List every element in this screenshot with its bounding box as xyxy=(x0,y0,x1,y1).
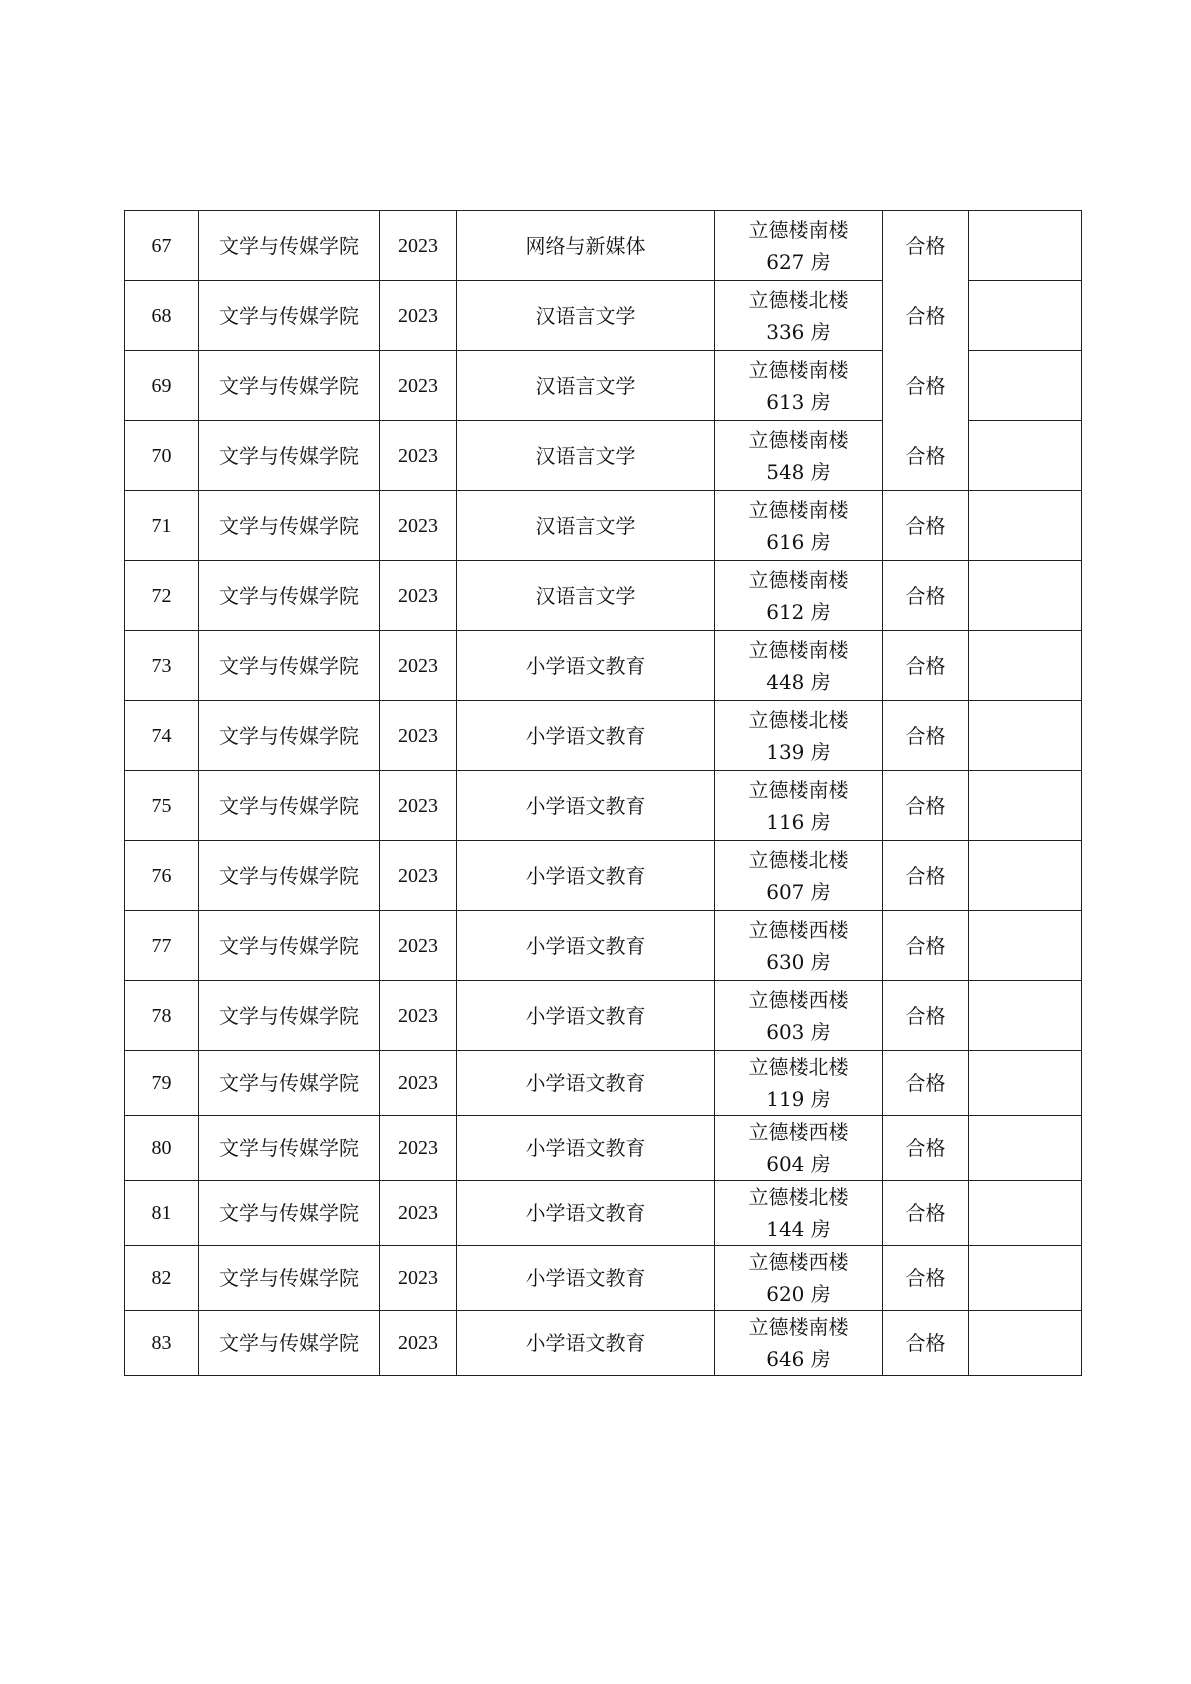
building-name: 立德楼南楼 xyxy=(748,1315,849,1339)
row-number-cell: 83 xyxy=(125,1311,199,1376)
remark-cell xyxy=(969,911,1082,981)
major-cell: 小学语文教育 xyxy=(457,841,715,911)
table-row xyxy=(125,841,1082,911)
major-cell: 小学语文教育 xyxy=(457,1311,715,1376)
building-name: 立德楼北楼 xyxy=(748,847,849,872)
table-row xyxy=(125,771,1082,841)
year-cell: 2023 xyxy=(380,491,457,561)
row-number-cell: 73 xyxy=(125,631,199,701)
row-number-cell: 75 xyxy=(125,771,199,841)
dorm-room-cell xyxy=(715,631,883,701)
room-number: 604 房 xyxy=(766,1152,831,1176)
result-cell: 合格 xyxy=(883,841,969,911)
result-cell: 合格 xyxy=(883,701,969,771)
result-cell: 合格 xyxy=(883,491,969,561)
result-cell: 合格 xyxy=(883,771,969,841)
result-cell: 合格 xyxy=(883,421,969,491)
dorm-inspection-table xyxy=(124,210,1082,1376)
remark-cell xyxy=(969,1051,1082,1116)
room-number: 448 房 xyxy=(766,669,831,694)
table-row xyxy=(125,911,1082,981)
dorm-room-cell xyxy=(715,211,883,281)
table-body xyxy=(125,211,1082,1376)
table-row xyxy=(125,1311,1082,1376)
result-cell: 合格 xyxy=(883,281,969,351)
table-row xyxy=(125,1051,1082,1116)
college-cell: 文学与传媒学院 xyxy=(199,981,380,1051)
year-cell: 2023 xyxy=(380,701,457,771)
major-cell: 小学语文教育 xyxy=(457,771,715,841)
year-cell: 2023 xyxy=(380,421,457,491)
major-cell: 小学语文教育 xyxy=(457,1181,715,1246)
row-number-cell: 76 xyxy=(125,841,199,911)
college-cell: 文学与传媒学院 xyxy=(199,701,380,771)
college-cell: 文学与传媒学院 xyxy=(199,561,380,631)
major-cell: 小学语文教育 xyxy=(457,701,715,771)
row-number-cell: 67 xyxy=(125,211,199,281)
major-cell: 汉语言文学 xyxy=(457,491,715,561)
year-cell: 2023 xyxy=(380,281,457,351)
building-name: 立德楼南楼 xyxy=(748,777,849,802)
building-name: 立德楼西楼 xyxy=(748,987,849,1012)
remark-cell xyxy=(969,1181,1082,1246)
table-row xyxy=(125,281,1082,351)
year-cell: 2023 xyxy=(380,631,457,701)
dorm-room-cell xyxy=(715,771,883,841)
dorm-room-cell xyxy=(715,1246,883,1311)
dorm-room-cell xyxy=(715,841,883,911)
result-cell: 合格 xyxy=(883,211,969,281)
college-cell: 文学与传媒学院 xyxy=(199,281,380,351)
major-cell: 小学语文教育 xyxy=(457,631,715,701)
college-cell: 文学与传媒学院 xyxy=(199,1116,380,1181)
row-number-cell: 79 xyxy=(125,1051,199,1116)
room-number: 336 房 xyxy=(766,319,831,344)
major-cell: 小学语文教育 xyxy=(457,1116,715,1181)
dorm-room-cell xyxy=(715,911,883,981)
room-number: 116 房 xyxy=(766,809,831,834)
year-cell: 2023 xyxy=(380,1246,457,1311)
year-cell: 2023 xyxy=(380,211,457,281)
row-number-cell: 68 xyxy=(125,281,199,351)
building-name: 立德楼北楼 xyxy=(748,1185,849,1209)
result-cell: 合格 xyxy=(883,1051,969,1116)
result-cell: 合格 xyxy=(883,1246,969,1311)
remark-cell xyxy=(969,421,1082,491)
table-row xyxy=(125,561,1082,631)
table-row xyxy=(125,491,1082,561)
building-name: 立德楼西楼 xyxy=(748,1250,849,1274)
room-number: 139 房 xyxy=(766,739,831,764)
table-row xyxy=(125,701,1082,771)
room-number: 144 房 xyxy=(766,1217,831,1241)
major-cell: 小学语文教育 xyxy=(457,911,715,981)
row-number-cell: 72 xyxy=(125,561,199,631)
table-row xyxy=(125,1116,1082,1181)
result-cell: 合格 xyxy=(883,561,969,631)
result-cell: 合格 xyxy=(883,911,969,981)
year-cell: 2023 xyxy=(380,911,457,981)
row-number-cell: 74 xyxy=(125,701,199,771)
building-name: 立德楼南楼 xyxy=(748,217,849,242)
table-row xyxy=(125,981,1082,1051)
dorm-room-cell xyxy=(715,421,883,491)
building-name: 立德楼北楼 xyxy=(748,1055,849,1079)
remark-cell xyxy=(969,771,1082,841)
building-name: 立德楼南楼 xyxy=(748,637,849,662)
college-cell: 文学与传媒学院 xyxy=(199,841,380,911)
remark-cell xyxy=(969,1311,1082,1376)
college-cell: 文学与传媒学院 xyxy=(199,421,380,491)
row-number-cell: 70 xyxy=(125,421,199,491)
dorm-room-cell xyxy=(715,1051,883,1116)
room-number: 548 房 xyxy=(766,459,831,484)
row-number-cell: 71 xyxy=(125,491,199,561)
remark-cell xyxy=(969,211,1082,281)
remark-cell xyxy=(969,1116,1082,1181)
year-cell: 2023 xyxy=(380,1311,457,1376)
remark-cell xyxy=(969,701,1082,771)
room-number: 630 房 xyxy=(766,949,831,974)
college-cell: 文学与传媒学院 xyxy=(199,351,380,421)
year-cell: 2023 xyxy=(380,561,457,631)
result-cell: 合格 xyxy=(883,981,969,1051)
dorm-room-cell xyxy=(715,491,883,561)
room-number: 620 房 xyxy=(766,1282,831,1306)
major-cell: 汉语言文学 xyxy=(457,561,715,631)
dorm-room-cell xyxy=(715,1181,883,1246)
row-number-cell: 69 xyxy=(125,351,199,421)
table-row xyxy=(125,351,1082,421)
table-row xyxy=(125,211,1082,281)
college-cell: 文学与传媒学院 xyxy=(199,911,380,981)
remark-cell xyxy=(969,981,1082,1051)
remark-cell xyxy=(969,351,1082,421)
remark-cell xyxy=(969,631,1082,701)
building-name: 立德楼南楼 xyxy=(748,497,849,522)
major-cell: 小学语文教育 xyxy=(457,1246,715,1311)
college-cell: 文学与传媒学院 xyxy=(199,631,380,701)
major-cell: 小学语文教育 xyxy=(457,1051,715,1116)
building-name: 立德楼西楼 xyxy=(748,1120,849,1144)
row-number-cell: 82 xyxy=(125,1246,199,1311)
college-cell: 文学与传媒学院 xyxy=(199,1181,380,1246)
major-cell: 小学语文教育 xyxy=(457,981,715,1051)
remark-cell xyxy=(969,491,1082,561)
building-name: 立德楼南楼 xyxy=(748,567,849,592)
dorm-room-cell xyxy=(715,1311,883,1376)
year-cell: 2023 xyxy=(380,841,457,911)
college-cell: 文学与传媒学院 xyxy=(199,211,380,281)
building-name: 立德楼北楼 xyxy=(748,287,849,312)
major-cell: 网络与新媒体 xyxy=(457,211,715,281)
college-cell: 文学与传媒学院 xyxy=(199,771,380,841)
college-cell: 文学与传媒学院 xyxy=(199,1246,380,1311)
major-cell: 汉语言文学 xyxy=(457,281,715,351)
year-cell: 2023 xyxy=(380,351,457,421)
result-cell: 合格 xyxy=(883,631,969,701)
table-row xyxy=(125,631,1082,701)
college-cell: 文学与传媒学院 xyxy=(199,491,380,561)
major-cell: 汉语言文学 xyxy=(457,351,715,421)
year-cell: 2023 xyxy=(380,771,457,841)
building-name: 立德楼南楼 xyxy=(748,427,849,452)
remark-cell xyxy=(969,281,1082,351)
room-number: 607 房 xyxy=(766,879,831,904)
row-number-cell: 81 xyxy=(125,1181,199,1246)
room-number: 603 房 xyxy=(766,1019,831,1044)
result-cell: 合格 xyxy=(883,1116,969,1181)
row-number-cell: 78 xyxy=(125,981,199,1051)
room-number: 613 房 xyxy=(766,389,831,414)
table-row xyxy=(125,1181,1082,1246)
room-number: 612 房 xyxy=(766,599,831,624)
year-cell: 2023 xyxy=(380,1116,457,1181)
remark-cell xyxy=(969,561,1082,631)
room-number: 646 房 xyxy=(766,1347,831,1371)
dorm-room-cell xyxy=(715,561,883,631)
row-number-cell: 80 xyxy=(125,1116,199,1181)
college-cell: 文学与传媒学院 xyxy=(199,1051,380,1116)
room-number: 119 房 xyxy=(766,1087,831,1111)
year-cell: 2023 xyxy=(380,1051,457,1116)
dorm-room-cell xyxy=(715,1116,883,1181)
building-name: 立德楼西楼 xyxy=(748,917,849,942)
building-name: 立德楼北楼 xyxy=(748,707,849,732)
dorm-room-cell xyxy=(715,701,883,771)
major-cell: 汉语言文学 xyxy=(457,421,715,491)
result-cell: 合格 xyxy=(883,1181,969,1246)
college-cell: 文学与传媒学院 xyxy=(199,1311,380,1376)
year-cell: 2023 xyxy=(380,981,457,1051)
result-cell: 合格 xyxy=(883,351,969,421)
remark-cell xyxy=(969,841,1082,911)
room-number: 627 房 xyxy=(766,249,831,274)
year-cell: 2023 xyxy=(380,1181,457,1246)
building-name: 立德楼南楼 xyxy=(748,357,849,382)
dorm-room-cell xyxy=(715,351,883,421)
dorm-room-cell xyxy=(715,281,883,351)
table-row xyxy=(125,421,1082,491)
row-number-cell: 77 xyxy=(125,911,199,981)
result-cell: 合格 xyxy=(883,1311,969,1376)
dorm-room-cell xyxy=(715,981,883,1051)
remark-cell xyxy=(969,1246,1082,1311)
room-number: 616 房 xyxy=(766,529,831,554)
table-row xyxy=(125,1246,1082,1311)
